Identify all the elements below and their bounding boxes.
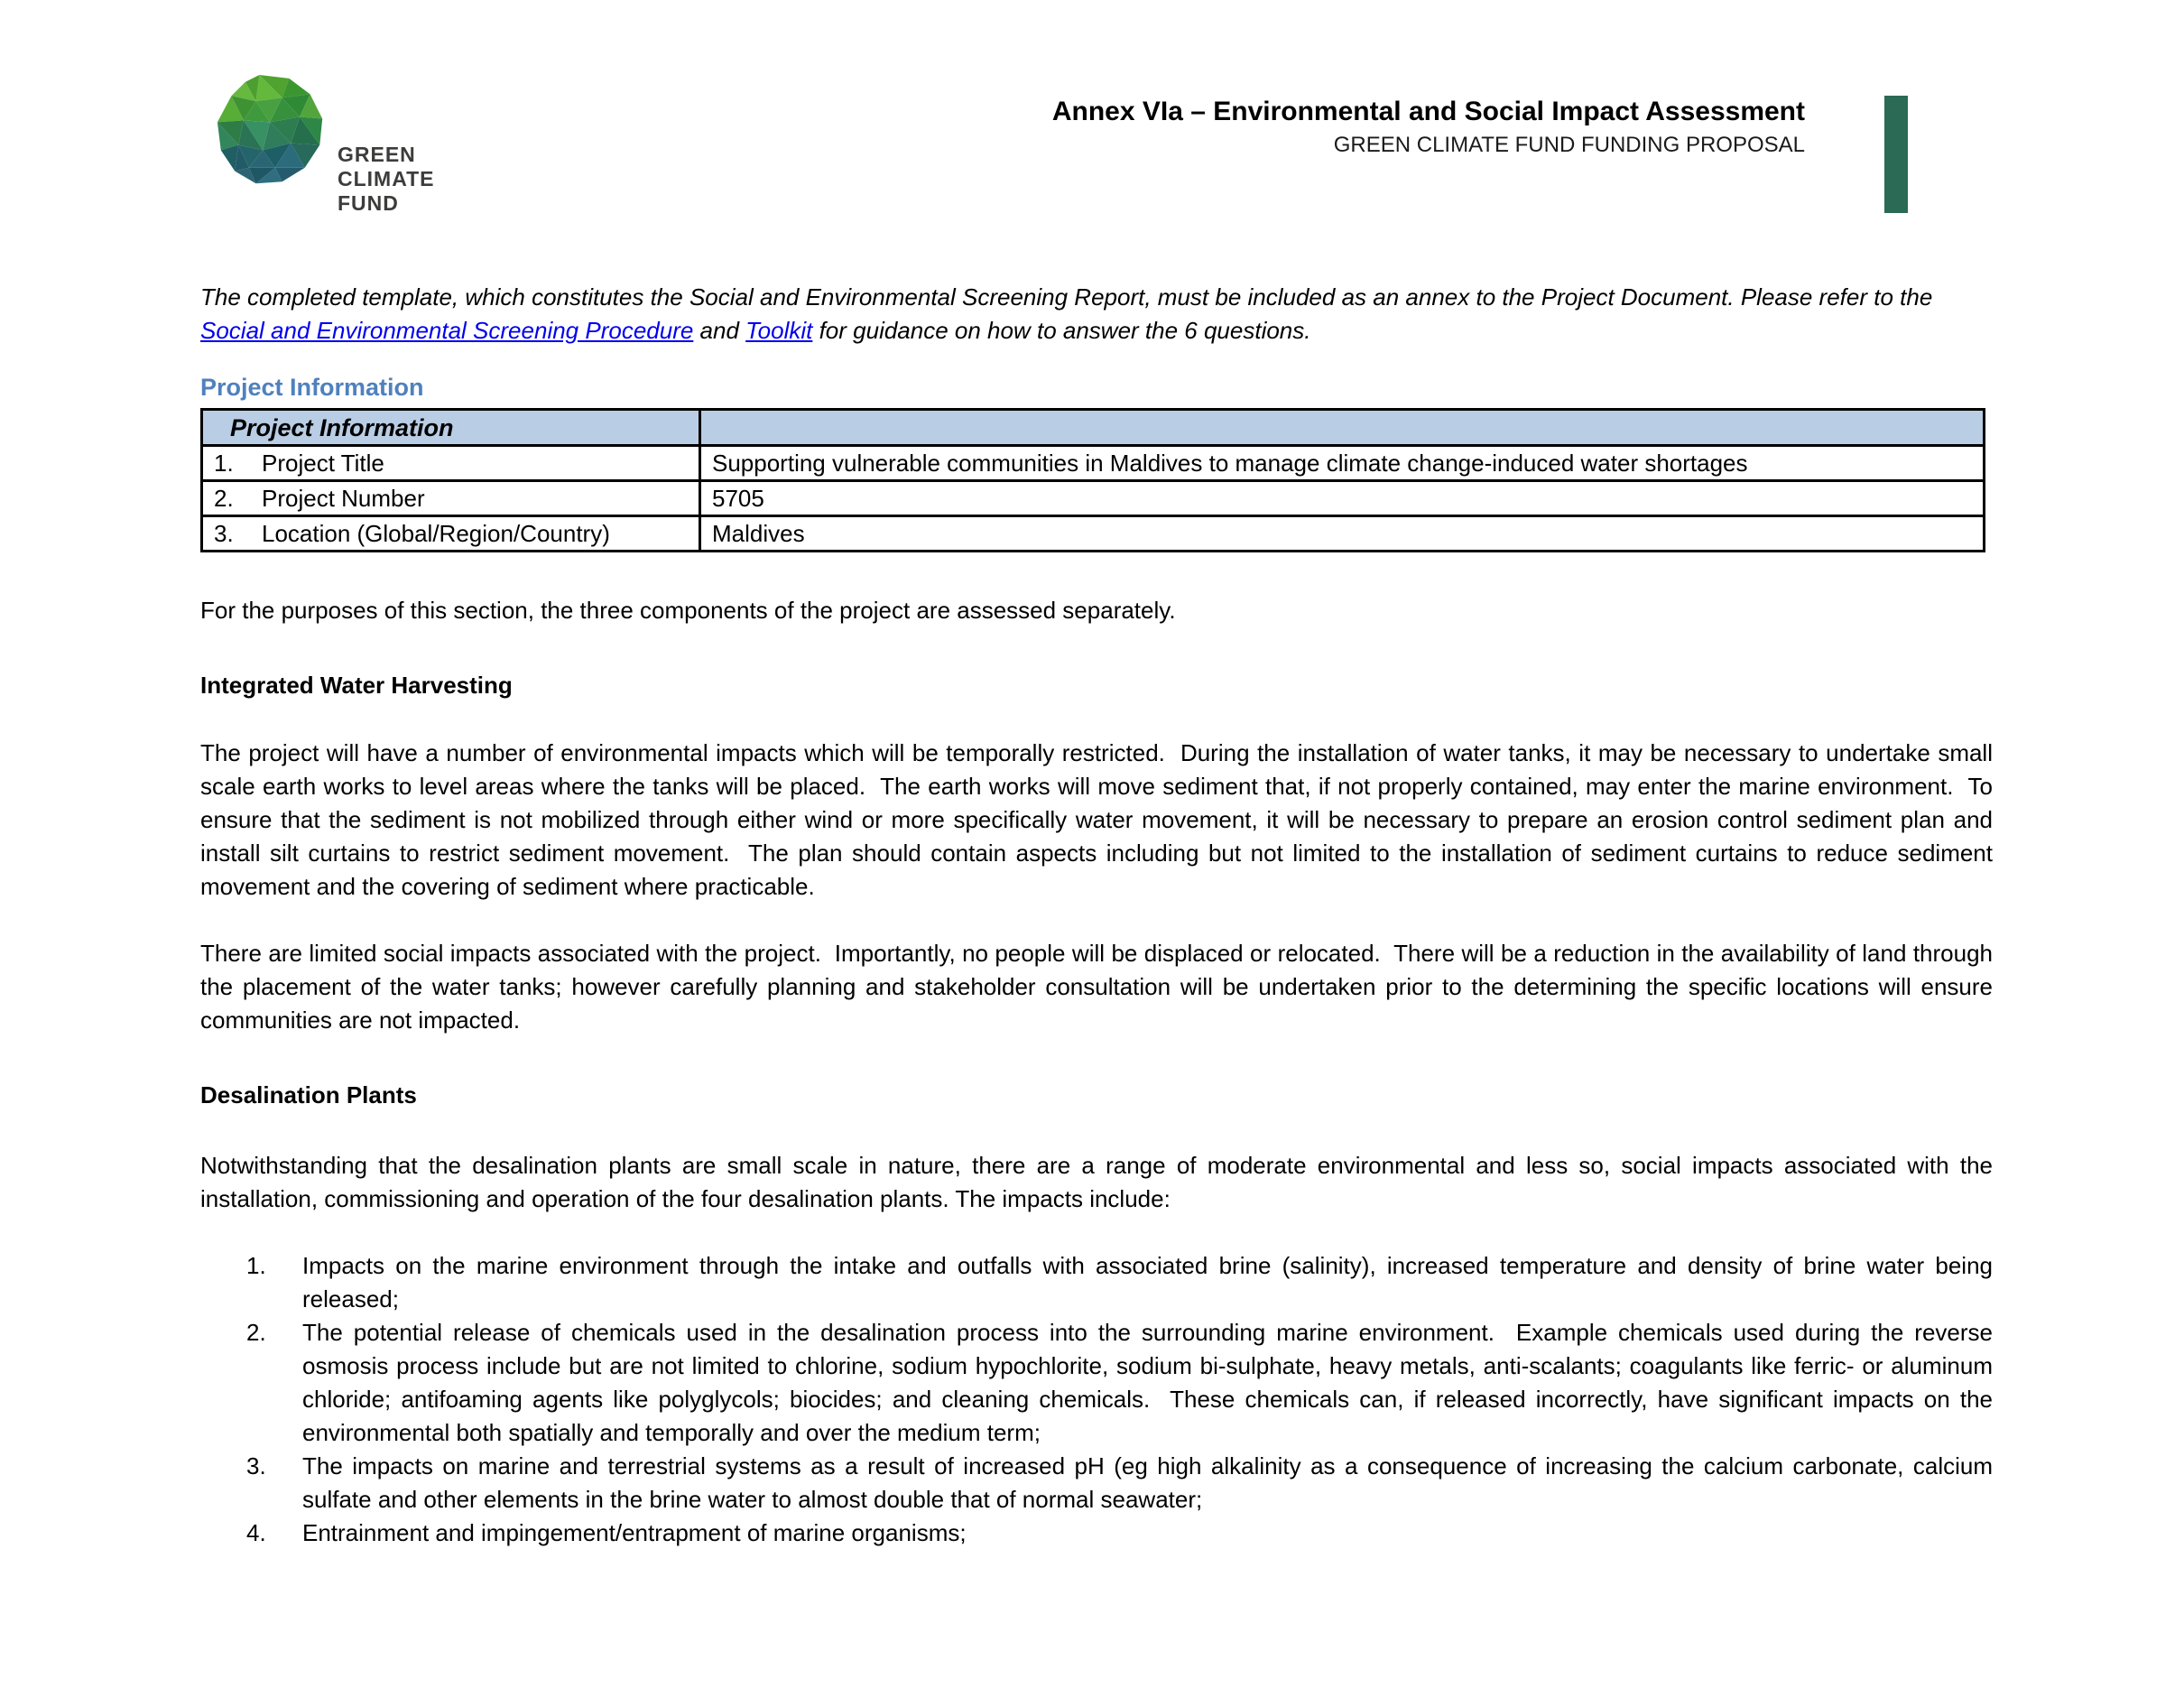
paragraph-iwh-environmental: The project will have a number of environmental impacts which will be temporally restricted. During the installation of water tanks, it may be necessary to undertake small scale earth works to level areas where the tanks will be placed. The earth works will move sediment that, if not properly contained, may enter the marine environment. To ensure that the sediment is not mobilized through either wind or more specifically water movement, it will be necessary to prepare an erosion control sediment plan and install silt curtains to restrict sediment movement. The plan should contain aspects including but not limited to the installation of sediment curtains to reduce sediment movement and the covering of sediment where practicable. (200, 739, 2000, 900)
list-item-impact-3 (200, 1450, 2000, 1516)
list-item-text: The potential release of chemicals used in the desalination process into the surrounding marine environment. Example chemicals used during the reverse osmosis process include but are not limited to chlorine, sodium hypochlorite, sodium bi-sulphate, heavy metals, anti-scalants; coagulants like ferric- or aluminum chloride; antifoaming agents like polyglycols; biocides; and cleaning chemicals. These chemicals can, if released incorrectly, have significant impacts on the environmental both spatially and temporally and over the medium term; (302, 1319, 2000, 1446)
list-item-number: 3. (246, 1452, 266, 1479)
accent-bar (1884, 96, 1908, 213)
page-header (0, 0, 2184, 221)
impacts-list (200, 1249, 2000, 1550)
row-label-text: Location (Global/Region/Country) (262, 520, 610, 547)
project-information-table (200, 408, 1985, 552)
page-subtitle: GREEN CLIMATE FUND FUNDING PROPOSAL (1333, 133, 1805, 157)
heading-integrated-water-harvesting: Integrated Water Harvesting (200, 672, 513, 699)
document-body (200, 221, 2000, 1550)
logo-word-fund: FUND (338, 191, 399, 215)
row-label (202, 446, 700, 481)
intro-text-1: The completed template, which constitutes the Social and Environmental Screening Report, must be included as an annex to the Project Document. Please refer to the (200, 283, 1939, 311)
intro-text-2: and (693, 317, 746, 344)
intro-paragraph (200, 281, 1993, 348)
list-item-impact-1 (200, 1249, 2000, 1316)
row-label (202, 516, 700, 552)
row-value: Supporting vulnerable communities in Maldives to manage climate change-induced water shortages (700, 446, 1985, 481)
paragraph-purpose: For the purposes of this section, the three components of the project are assessed separately. (200, 597, 1176, 624)
paragraph-desalination-intro: Notwithstanding that the desalination plants are small scale in nature, there are a range of moderate environmental and less so, social impacts associated with the installation, commissioning and operation of the four desalination plants. The impacts include: (200, 1152, 2000, 1212)
row-label (202, 481, 700, 516)
list-item-text: The impacts on marine and terrestrial systems as a result of increased pH (eg high alkalinity as a consequence of increasing the calcium carbonate, calcium sulfate and other elements in the brine water to almost double that of normal seawater; (302, 1452, 2000, 1513)
table-header-cell-empty (700, 410, 1985, 446)
logo-word-green: GREEN (338, 143, 416, 166)
intro-text-3: for guidance on how to answer the 6 questions. (812, 317, 1311, 344)
gcf-logo-wordmark (338, 143, 435, 216)
section-heading-project-information: Project Information (200, 374, 424, 401)
link-screening-procedure[interactable]: Social and Environmental Screening Procedure (200, 317, 694, 344)
table-header-cell: Project Information (202, 410, 700, 446)
header-title-block (1052, 96, 1805, 158)
table-row-project-number (202, 481, 1985, 516)
list-item-impact-4 (200, 1516, 1993, 1550)
page-title: Annex VIa – Environmental and Social Impact Assessment (1051, 97, 1805, 126)
table-row-location (202, 516, 1985, 552)
table-header-row (202, 410, 1985, 446)
list-item-impact-2 (200, 1316, 2000, 1450)
logo-word-climate: CLIMATE (338, 167, 435, 190)
heading-desalination-plants: Desalination Plants (200, 1081, 417, 1108)
table-row-project-title (202, 446, 1985, 481)
row-label-text: Project Title (262, 450, 384, 477)
paragraph-iwh-social: There are limited social impacts associated with the project. Importantly, no people will be displaced or relocated. There will be a reduction in the availability of land through the placement of the water tanks; however carefully planning and stakeholder consultation will be undertaken prior to the determining the specific locations will ensure communities are not impacted. (200, 940, 2000, 1034)
list-item-number: 4. (246, 1519, 266, 1546)
list-item-number: 2. (246, 1319, 266, 1346)
row-label-text: Project Number (262, 485, 425, 512)
row-value: 5705 (700, 481, 1985, 516)
list-item-text: Impacts on the marine environment through the intake and outfalls with associated brine (salinity), increased temperature and density of brine water being released; (302, 1252, 2000, 1312)
gcf-globe-icon (214, 71, 328, 194)
link-toolkit[interactable]: Toolkit (745, 317, 813, 344)
list-item-text: Entrainment and impingement/entrapment of marine organisms; (302, 1519, 967, 1546)
list-item-number: 1. (246, 1252, 266, 1279)
row-number: 3. (214, 520, 234, 547)
row-number: 2. (214, 485, 234, 512)
row-number: 1. (214, 450, 234, 477)
row-value: Maldives (700, 516, 1985, 552)
